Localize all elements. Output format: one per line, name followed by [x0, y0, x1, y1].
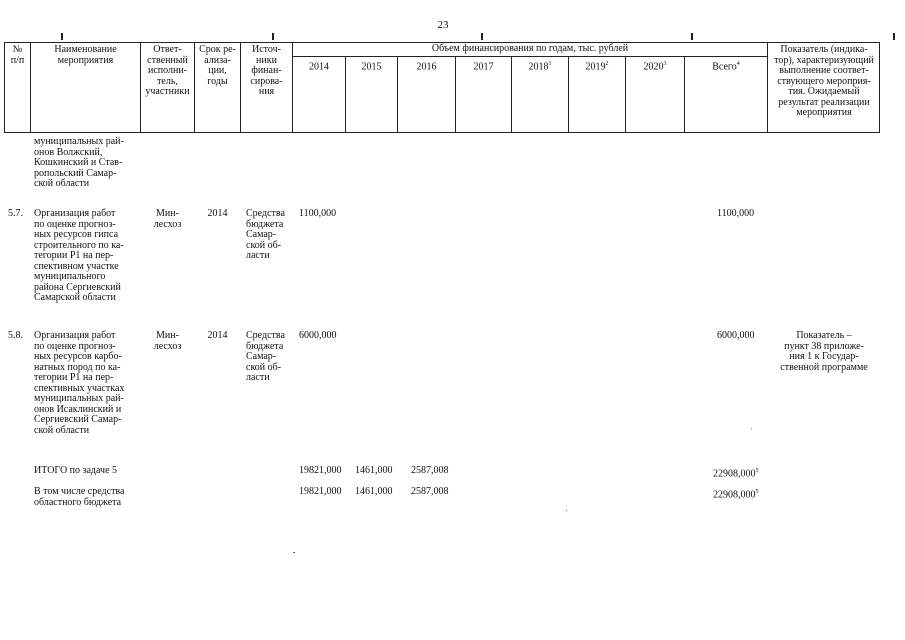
scan-speck [293, 552, 295, 553]
header-source: Источ- ники финан- сирова- ния [250, 44, 283, 97]
row-name: Организация работ по оценке прогноз- ных ресурсов карбо- натных пород по ка- тегории Р1 на пер- спективных участках муниципальных рай- онов Исаклинский и Сергиевский Самар- ской области [34, 330, 125, 436]
row-responsible: Мин- лесхоз [153, 208, 182, 230]
header-year-2017: 2017 [473, 61, 494, 73]
header-indicator: Показатель (индика- тор), характеризующий выполнение соответ- ствующего мероприя- тия. Ожидаемый результат реализации мероприятия [774, 44, 874, 118]
total-value-2016: 2587,008 [411, 486, 449, 497]
header-year-2020: 2020$^3$ [643, 61, 667, 73]
row-term: 2014 [207, 208, 228, 219]
total-value-2015: 1461,000 [355, 486, 393, 497]
row-responsible: Мин- лесхоз [153, 330, 182, 352]
header-year-2018: 2018$^1$ [528, 61, 552, 73]
row-name: Организация работ по оценке прогноз- ных ресурсов гипса строительного по ка- тегории Р1 на пер- спективном участке муниципального района Сергиевский Самарской области [34, 208, 124, 303]
row-number: 5.8. [8, 330, 23, 341]
row-value-2014: 6000,000 [299, 330, 337, 341]
total-value-total: 22908,000$^5$ [713, 489, 759, 501]
row-value-total: 1100,000 [717, 208, 755, 219]
scan-tick-mark [61, 33, 63, 40]
header-name: Наименование мероприятия [54, 44, 117, 66]
header-term: Срок ре- ализа- ции, годы [199, 44, 236, 87]
scan-speck [751, 428, 752, 429]
total-label: В том числе средства областного бюджета [34, 486, 125, 508]
row-term: 2014 [207, 330, 228, 341]
scan-tick-mark [691, 33, 693, 40]
header-year-2015: 2015 [361, 61, 382, 73]
total-value-total: 22908,000$^5$ [713, 468, 759, 480]
header-responsible: Ответ- ственный исполни- тель, участники [145, 44, 190, 97]
scan-tick-mark [481, 33, 483, 40]
row-indicator: Показатель – пункт 38 приложе- ния 1 к Государ- ственной программе [780, 330, 868, 373]
row-source: Средства бюджета Самар- ской об- ласти [246, 208, 285, 261]
row-source: Средства бюджета Самар- ской об- ласти [246, 330, 285, 383]
total-value-2015: 1461,000 [355, 465, 393, 476]
scan-tick-mark [272, 33, 274, 40]
row-value-total: 6000,000 [717, 330, 755, 341]
scan-speck [566, 510, 567, 511]
row-value-2014: 1100,000 [299, 208, 337, 219]
page-number: 23 [437, 19, 449, 31]
total-value-2014: 19821,000 [299, 465, 342, 476]
scan-tick-mark [893, 33, 895, 40]
header-year-total: Всего$^4$ [712, 61, 740, 73]
continuation-text: муниципальных рай- онов Волжский, Кошкинский и Став- ропольский Самар- ской области [34, 136, 124, 189]
total-value-2016: 2587,008 [411, 465, 449, 476]
header-funding: Объем финансирования по годам, тыс. рублей [431, 43, 629, 54]
header-year-2016: 2016 [416, 61, 437, 73]
row-number: 5.7. [8, 208, 23, 219]
total-value-2014: 19821,000 [299, 486, 342, 497]
total-label: ИТОГО по задаче 5 [34, 465, 118, 476]
header-year-2014: 2014 [309, 61, 329, 73]
header-number: № п/п [10, 44, 25, 66]
header-year-2019: 2019$^2$ [585, 61, 609, 73]
